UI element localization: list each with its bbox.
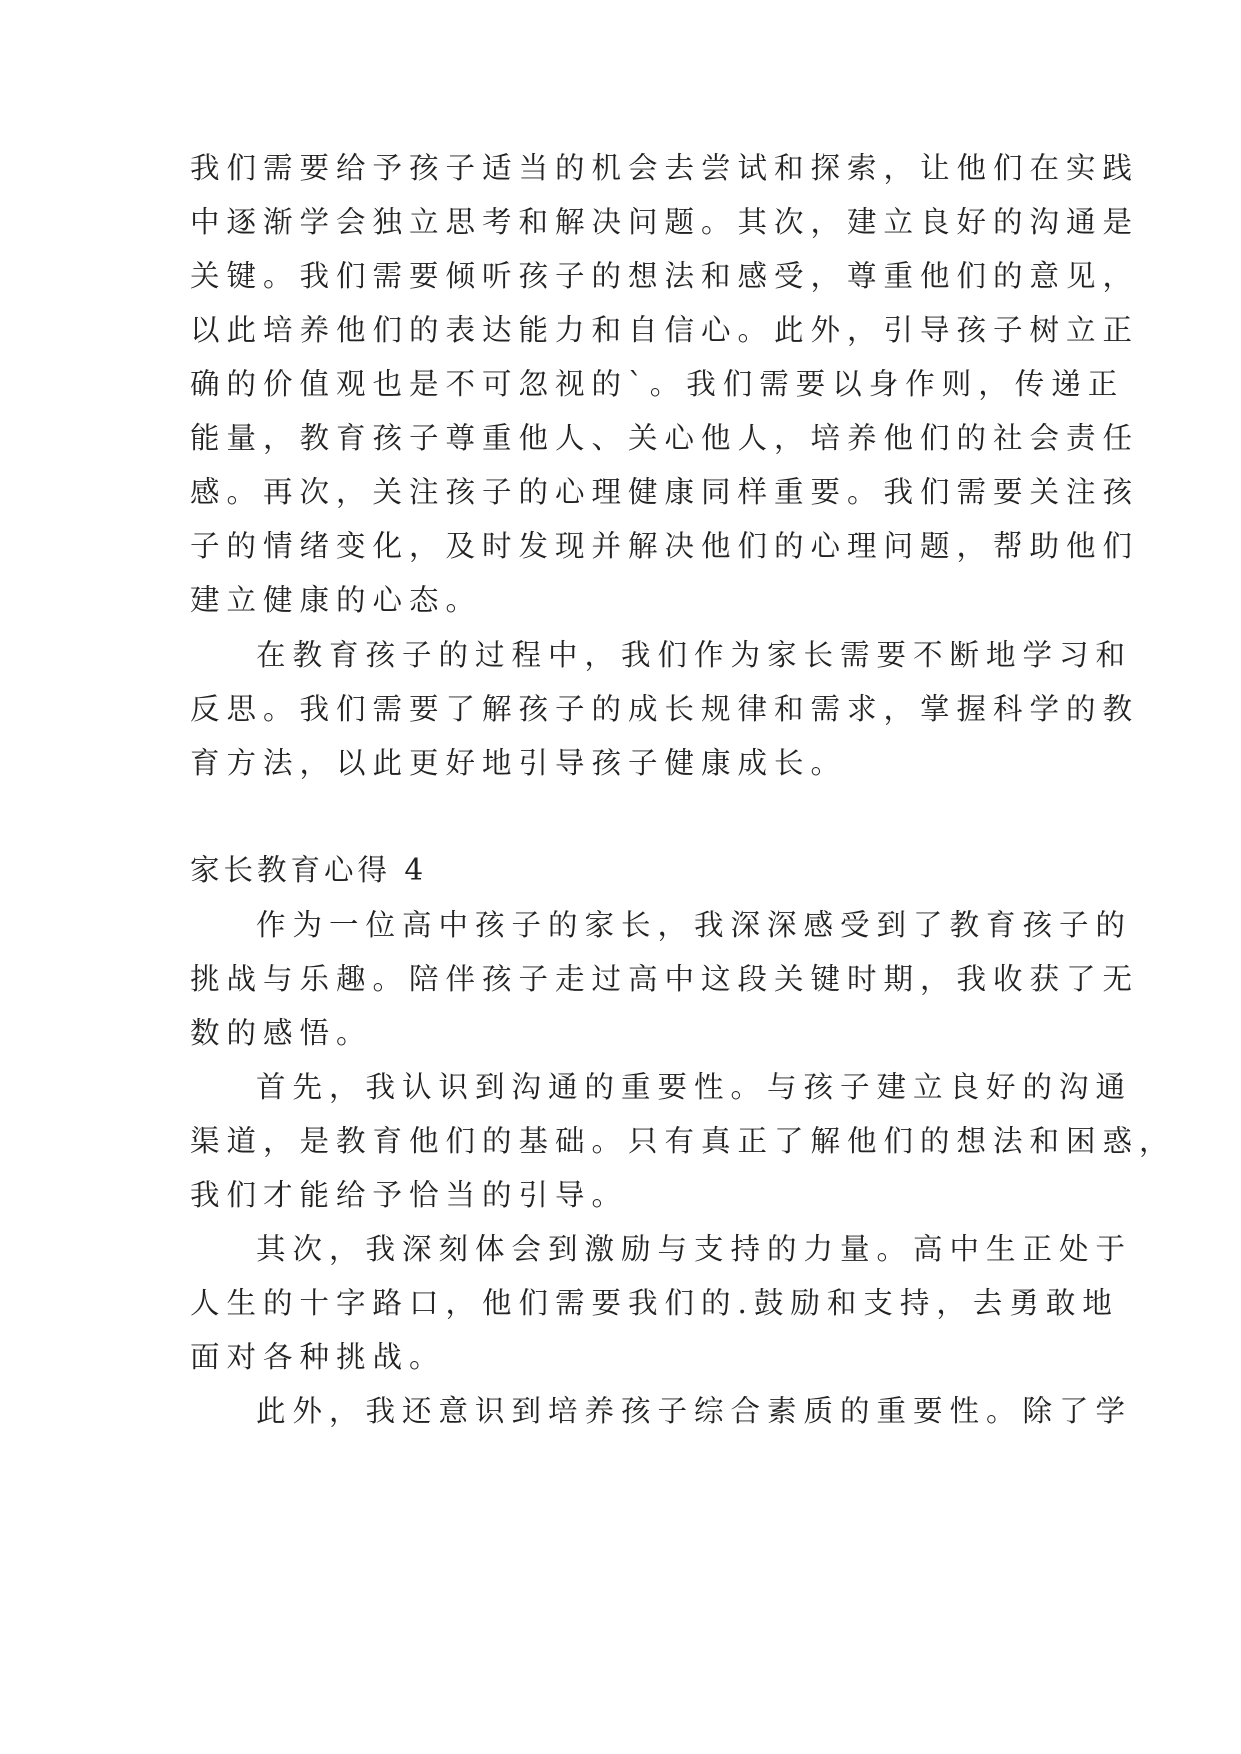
paragraph-line: 子的情绪变化，及时发现并解决他们的心理问题，帮助他们 (190, 529, 1140, 563)
paragraph-line: 其次，我深刻体会到激励与支持的力量。高中生正处于 (256, 1232, 1133, 1266)
paragraph-line: 在教育孩子的过程中，我们作为家长需要不断地学习和 (256, 638, 1133, 672)
paragraph-line: 反思。我们需要了解孩子的成长规律和需求，掌握科学的教 (190, 692, 1140, 726)
paragraph-line: 此外，我还意识到培养孩子综合素质的重要性。除了学 (256, 1394, 1133, 1428)
paragraph-line: 挑战与乐趣。陪伴孩子走过高中这段关键时期，我收获了无 (190, 962, 1140, 996)
paragraph-line: 渠道，是教育他们的基础。只有真正了解他们的想法和困惑， (190, 1124, 1176, 1158)
paragraph-line: 首先，我认识到沟通的重要性。与孩子建立良好的沟通 (256, 1070, 1133, 1104)
paragraph-line: 育方法，以此更好地引导孩子健康成长。 (190, 746, 848, 780)
paragraph-line: 数的感悟。 (190, 1016, 373, 1050)
paragraph-line: 作为一位高中孩子的家长，我深深感受到了教育孩子的 (256, 908, 1133, 942)
paragraph-line: 确的价值观也是不可忽视的`。我们需要以身作则，传递正 (190, 367, 1125, 401)
paragraph-line: 我们才能给予恰当的引导。 (190, 1178, 629, 1212)
section-heading: 家长教育心得 4 (190, 853, 428, 887)
paragraph-line: 关键。我们需要倾听孩子的想法和感受，尊重他们的意见， (190, 259, 1140, 293)
paragraph-line: 面对各种挑战。 (190, 1340, 446, 1374)
paragraph-line: 人生的十字路口，他们需要我们的.鼓励和支持，去勇敢地 (190, 1286, 1119, 1320)
paragraph-line: 感。再次，关注孩子的心理健康同样重要。我们需要关注孩 (190, 475, 1140, 509)
paragraph-line: 以此培养他们的表达能力和自信心。此外，引导孩子树立正 (190, 313, 1140, 347)
paragraph-line: 我们需要给予孩子适当的机会去尝试和探索，让他们在实践 (190, 151, 1140, 185)
paragraph-line: 能量，教育孩子尊重他人、关心他人，培养他们的社会责任 (190, 421, 1140, 455)
paragraph-line: 中逐渐学会独立思考和解决问题。其次，建立良好的沟通是 (190, 205, 1140, 239)
paragraph-line: 建立健康的心态。 (190, 583, 483, 617)
